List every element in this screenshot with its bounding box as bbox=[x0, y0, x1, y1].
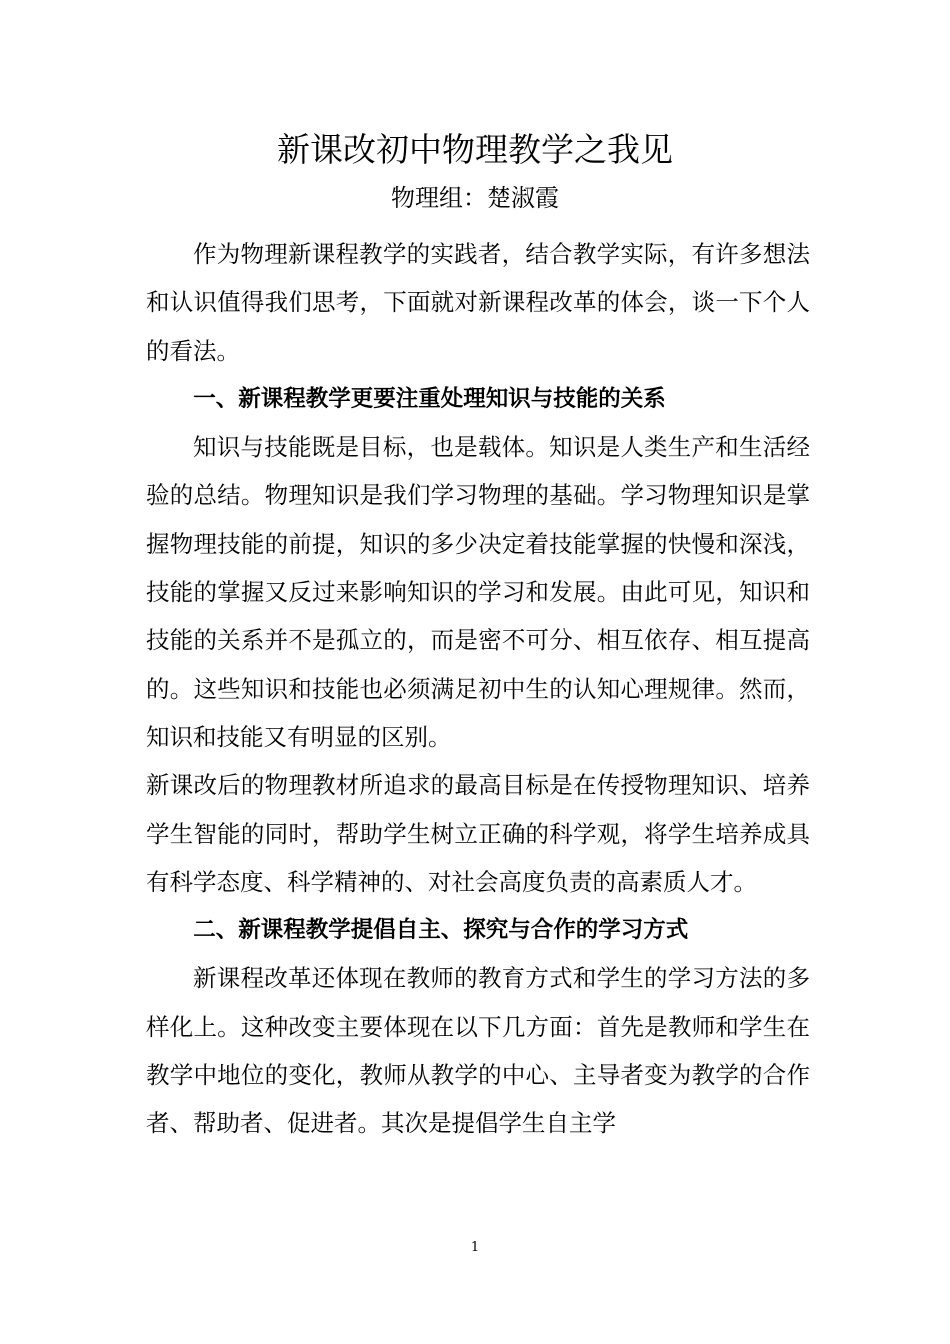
section-1-paragraph-1: 知识与技能既是目标，也是载体。知识是人类生产和生活经验的总结。物理知识是我们学习物理的基础。学习物理知识是掌握物理技能的前提，知识的多少决定着技能掌握的快慢和深浅，技能的掌握又反过来影响知识的学习和发展。由此可见，知识和技能的关系并不是孤立的，而是密不可分、相互依存、相互提高的。这些知识和技能也必须满足初中生的认知心理规律。然而，知识和技能又有明显的区别。 bbox=[146, 433, 810, 751]
section-2-heading: 二、新课程教学提倡自主、探究与合作的学习方式 bbox=[193, 917, 689, 944]
section-2-paragraph-1: 新课程改革还体现在教师的教育方式和学生的学习方法的多样化上。这种改变主要体现在以下几方面：首先是教师和学生在教学中地位的变化，教师从教学的中心、主导者变为教学的合作者、帮助者、促进者。其次是提倡学生自主学 bbox=[146, 964, 810, 1138]
section-1-heading: 一、新课程教学更要注重处理知识与技能的关系 bbox=[193, 385, 666, 412]
intro-paragraph: 作为物理新课程教学的实践者，结合教学实际，有许多想法和认识值得我们思考，下面就对新课程改革的体会，谈一下个人的看法。 bbox=[146, 240, 810, 365]
section-1-paragraph-2: 新课改后的物理教材所追求的最高目标是在传授物理知识、培养学生智能的同时，帮助学生树立正确的科学观，将学生培养成具有科学态度、科学精神的、对社会高度负责的高素质人才。 bbox=[146, 771, 810, 896]
document-title: 新课改初中物理教学之我见 bbox=[277, 130, 673, 169]
author-line: 物理组：楚淑霞 bbox=[391, 184, 559, 212]
document-body bbox=[146, 230, 810, 1148]
page-number: 1 bbox=[470, 1240, 480, 1255]
